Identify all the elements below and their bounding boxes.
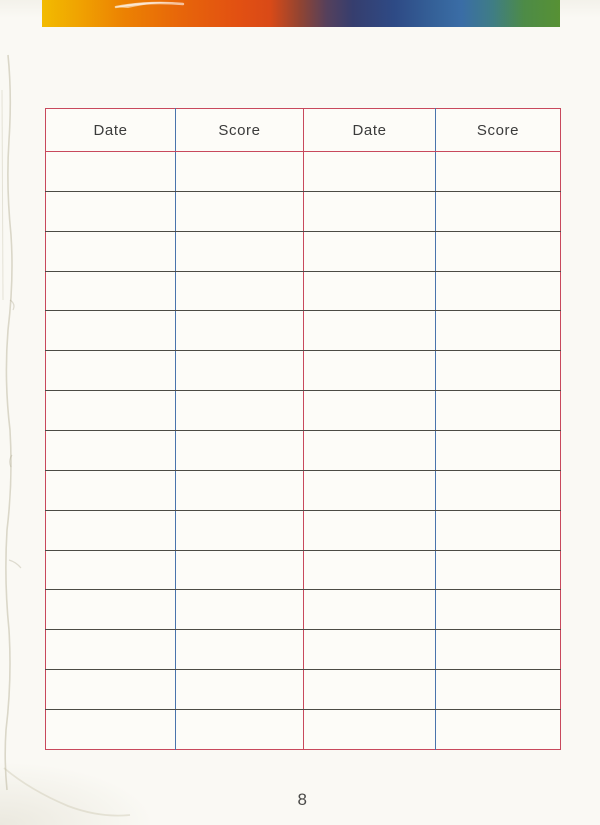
- table-cell-empty: [436, 590, 561, 630]
- table-cell-empty: [176, 510, 304, 550]
- table-cell-empty: [176, 152, 304, 192]
- table-body: [46, 152, 561, 750]
- table-cell-empty: [46, 670, 176, 710]
- table-cell-empty: [304, 670, 436, 710]
- table-cell-empty: [304, 152, 436, 192]
- table-cell-empty: [176, 470, 304, 510]
- table-cell-empty: [176, 351, 304, 391]
- table-row: [46, 311, 561, 351]
- header-row: [46, 109, 561, 152]
- table-row: [46, 670, 561, 710]
- table-cell-empty: [176, 271, 304, 311]
- table-cell-empty: [304, 630, 436, 670]
- table-cell-empty: [436, 152, 561, 192]
- table-cell-empty: [436, 431, 561, 471]
- table-cell-empty: [436, 191, 561, 231]
- table-cell-empty: [176, 550, 304, 590]
- table-cell-empty: [304, 550, 436, 590]
- table-cell-empty: [436, 510, 561, 550]
- table-cell-empty: [304, 231, 436, 271]
- header-date-2: Date: [304, 109, 436, 152]
- table-cell-empty: [304, 590, 436, 630]
- score-table: [45, 108, 561, 750]
- table-cell-empty: [436, 470, 561, 510]
- table-cell-empty: [46, 630, 176, 670]
- table-row: [46, 550, 561, 590]
- table-cell-empty: [436, 311, 561, 351]
- table-cell-empty: [304, 311, 436, 351]
- table-cell-empty: [436, 550, 561, 590]
- table-cell-empty: [46, 351, 176, 391]
- table-cell-empty: [436, 670, 561, 710]
- table-cell-empty: [46, 590, 176, 630]
- table-row: [46, 271, 561, 311]
- table-row: [46, 590, 561, 630]
- table-row: [46, 351, 561, 391]
- table-cell-empty: [304, 351, 436, 391]
- table-cell-empty: [176, 391, 304, 431]
- table-row: [46, 710, 561, 750]
- table-row: [46, 152, 561, 192]
- table-cell-empty: [436, 391, 561, 431]
- table-cell-empty: [46, 431, 176, 471]
- table-cell-empty: [176, 231, 304, 271]
- table-cell-empty: [46, 550, 176, 590]
- header-date-1: Date: [46, 109, 176, 152]
- table-cell-empty: [176, 311, 304, 351]
- table-cell-empty: [176, 630, 304, 670]
- table-cell-empty: [436, 351, 561, 391]
- table-cell-empty: [304, 391, 436, 431]
- table-cell-empty: [436, 271, 561, 311]
- table-cell-empty: [304, 470, 436, 510]
- score-table-header: [46, 109, 561, 152]
- table-cell-empty: [46, 391, 176, 431]
- table-cell-empty: [304, 510, 436, 550]
- table-cell-empty: [176, 670, 304, 710]
- table-row: [46, 630, 561, 670]
- table-row: [46, 231, 561, 271]
- page-number: 8: [297, 790, 308, 809]
- table-cell-empty: [304, 431, 436, 471]
- table-cell-empty: [176, 191, 304, 231]
- header-score-2: Score: [436, 109, 561, 152]
- table-cell-empty: [46, 470, 176, 510]
- table-cell-empty: [46, 152, 176, 192]
- table-cell-empty: [304, 191, 436, 231]
- table-cell-empty: [436, 231, 561, 271]
- table-cell-empty: [176, 590, 304, 630]
- table-cell-empty: [436, 630, 561, 670]
- table-cell-empty: [46, 710, 176, 750]
- decorative-gradient-bar: [42, 0, 560, 27]
- header-score-1: Score: [176, 109, 304, 152]
- table-cell-empty: [304, 271, 436, 311]
- table-cell-empty: [176, 710, 304, 750]
- table-row: [46, 470, 561, 510]
- table-row: [46, 191, 561, 231]
- table-cell-empty: [304, 710, 436, 750]
- table-cell-empty: [176, 431, 304, 471]
- table-cell-empty: [46, 311, 176, 351]
- table-row: [46, 431, 561, 471]
- table-cell-empty: [46, 510, 176, 550]
- table-cell-empty: [46, 231, 176, 271]
- table-row: [46, 510, 561, 550]
- table-row: [46, 391, 561, 431]
- table-cell-empty: [46, 191, 176, 231]
- table-cell-empty: [46, 271, 176, 311]
- table-cell-empty: [436, 710, 561, 750]
